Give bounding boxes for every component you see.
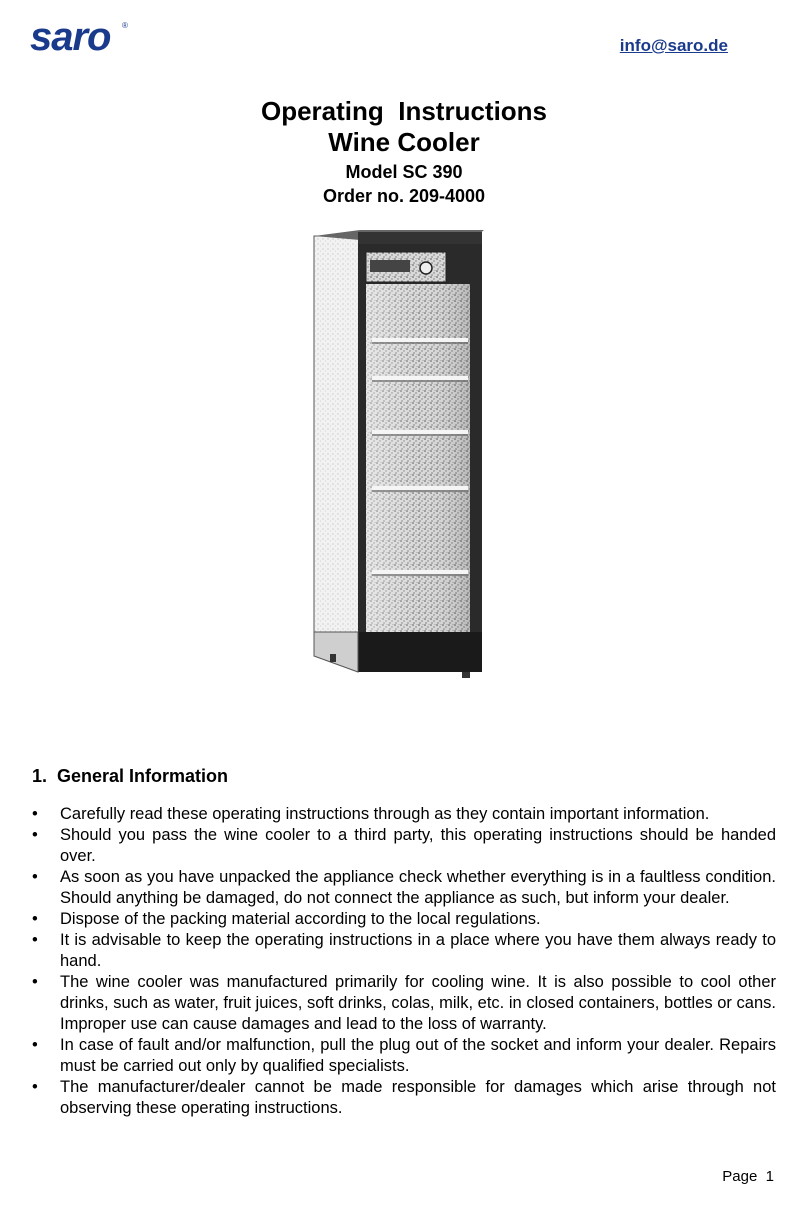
- page-title: Operating Instructions: [260, 96, 548, 126]
- list-item: [32, 1077, 776, 1119]
- model-number: Model SC 390: [345, 162, 463, 182]
- bullet-icon: •: [32, 973, 38, 991]
- saro-logo: [30, 18, 130, 56]
- list-item-text: In case of fault and/or malfunction, pull the plug out of the socket and inform your dealer. Repairs must be carried out only by qualified specialists.: [60, 1036, 776, 1075]
- list-item-text: The wine cooler was manufactured primarily for cooling wine. It is also possible to cool other drinks, such as water, fruit juices, soft drinks, colas, milk, etc. in closed containers, bottles or cans. Improper use can cause damages and lead to the loss of warranty.: [60, 973, 776, 1033]
- list-item: [32, 867, 776, 909]
- page-number: Page 1: [722, 1168, 774, 1185]
- registered-mark: ®: [122, 21, 128, 30]
- email-link[interactable]: info@saro.de: [619, 36, 728, 55]
- bullet-icon: •: [32, 931, 38, 949]
- bullet-icon: •: [32, 910, 38, 928]
- list-item: [32, 972, 776, 1035]
- order-number: Order no. 209-4000: [322, 186, 486, 206]
- list-item: [32, 825, 776, 867]
- section-heading-general-information: 1. General Information: [32, 766, 229, 786]
- product-title: Wine Cooler: [328, 127, 480, 157]
- list-item: [32, 930, 776, 972]
- list-item-text: It is advisable to keep the operating instructions in a place where you have them always ready to hand.: [60, 931, 776, 970]
- list-item-text: Dispose of the packing material according to the local regulations.: [60, 910, 541, 928]
- bullet-icon: •: [32, 1036, 38, 1054]
- list-item-text: Should you pass the wine cooler to a third party, this operating instructions should be handed over.: [60, 826, 776, 865]
- logo-wordmark: saro: [30, 18, 111, 56]
- list-item: [32, 1035, 776, 1077]
- title-block: [0, 96, 808, 208]
- list-item: [32, 804, 776, 825]
- list-item-text: As soon as you have unpacked the appliance check whether everything is in a faultless condition. Should anything be damaged, do not connect the appliance as such, but inform your dealer.: [60, 868, 776, 907]
- list-item: [32, 909, 776, 930]
- bullet-icon: •: [32, 805, 38, 823]
- bullet-icon: •: [32, 826, 38, 844]
- general-information-list: [32, 804, 776, 1119]
- bullet-icon: •: [32, 868, 38, 886]
- wine-cooler-image: [292, 222, 517, 682]
- bullet-icon: •: [32, 1078, 38, 1096]
- list-item-text: The manufacturer/dealer cannot be made responsible for damages which arise through not observing these operating instructions.: [60, 1078, 776, 1117]
- list-item-text: Carefully read these operating instructions through as they contain important information.: [60, 805, 710, 823]
